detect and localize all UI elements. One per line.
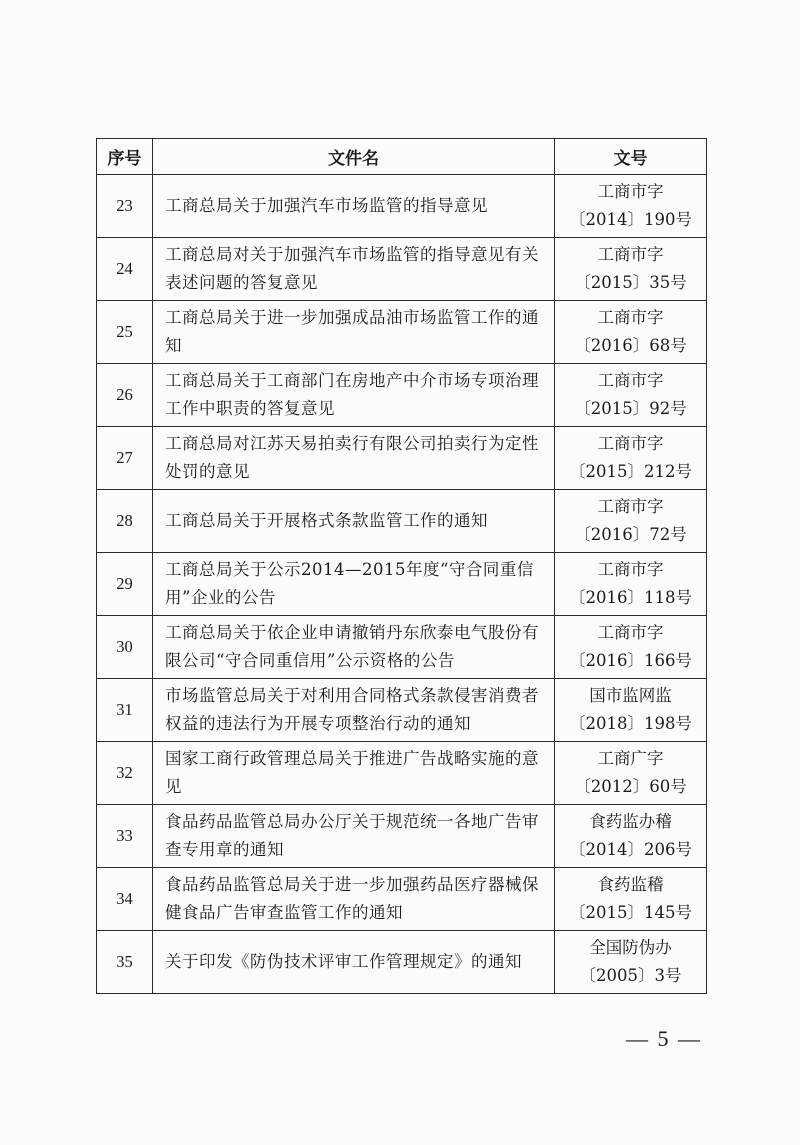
row-num-line2: 〔2014〕206号 <box>569 840 692 859</box>
table-row <box>97 679 707 742</box>
row-num <box>555 364 707 427</box>
row-seq: 26 <box>97 364 153 427</box>
row-num <box>555 868 707 931</box>
row-name: 食品药品监管总局关于进一步加强药品医疗器械保健食品广告审查监管工作的通知 <box>153 868 555 931</box>
row-num-line1: 工商市字 <box>597 497 664 516</box>
row-name: 工商总局对关于加强汽车市场监管的指导意见有关表述问题的答复意见 <box>153 238 555 301</box>
row-name: 市场监管总局关于对利用合同格式条款侵害消费者权益的违法行为开展专项整治行动的通知 <box>153 679 555 742</box>
row-name: 工商总局关于加强汽车市场监管的指导意见 <box>153 175 555 238</box>
row-name: 工商总局关于开展格式条款监管工作的通知 <box>153 490 555 553</box>
row-num-line2: 〔2016〕72号 <box>574 525 687 544</box>
table-row <box>97 553 707 616</box>
row-num-line2: 〔2005〕3号 <box>579 966 682 985</box>
row-num <box>555 805 707 868</box>
row-num-line1: 全国防伪办 <box>589 938 672 957</box>
row-num <box>555 238 707 301</box>
row-num <box>555 931 707 994</box>
row-num-line1: 食药监办稽 <box>589 812 672 831</box>
row-num-line1: 工商市字 <box>597 623 664 642</box>
row-seq: 29 <box>97 553 153 616</box>
row-name: 工商总局关于依企业申请撤销丹东欣泰电气股份有限公司“守合同重信用”公示资格的公告 <box>153 616 555 679</box>
header-num: 文号 <box>555 139 707 175</box>
row-seq: 24 <box>97 238 153 301</box>
table-row <box>97 175 707 238</box>
row-name: 国家工商行政管理总局关于推进广告战略实施的意见 <box>153 742 555 805</box>
row-name: 关于印发《防伪技术评审工作管理规定》的通知 <box>153 931 555 994</box>
row-name: 工商总局关于公示2014—2015年度“守合同重信用”企业的公告 <box>153 553 555 616</box>
row-num <box>555 301 707 364</box>
table-row <box>97 868 707 931</box>
row-num-line1: 工商广字 <box>597 749 664 768</box>
document-table <box>96 138 707 994</box>
row-num-line1: 工商市字 <box>597 182 664 201</box>
row-seq: 34 <box>97 868 153 931</box>
row-num <box>555 679 707 742</box>
row-num <box>555 175 707 238</box>
row-num-line1: 工商市字 <box>597 245 664 264</box>
row-num-line1: 工商市字 <box>597 434 664 453</box>
row-seq: 30 <box>97 616 153 679</box>
row-seq: 27 <box>97 427 153 490</box>
row-num-line1: 国市监网监 <box>589 686 672 705</box>
table-row <box>97 931 707 994</box>
table-row <box>97 805 707 868</box>
header-seq: 序号 <box>97 139 153 175</box>
row-num <box>555 427 707 490</box>
row-num <box>555 616 707 679</box>
table-row <box>97 238 707 301</box>
row-num-line2: 〔2015〕92号 <box>574 399 687 418</box>
table-header-row <box>97 139 707 175</box>
table-row <box>97 301 707 364</box>
row-num-line2: 〔2012〕60号 <box>574 777 687 796</box>
row-seq: 33 <box>97 805 153 868</box>
header-name: 文件名 <box>153 139 555 175</box>
row-num-line2: 〔2014〕190号 <box>569 210 692 229</box>
row-seq: 35 <box>97 931 153 994</box>
row-num-line2: 〔2018〕198号 <box>569 714 692 733</box>
row-num-line2: 〔2016〕68号 <box>574 336 687 355</box>
row-num-line2: 〔2015〕145号 <box>569 903 692 922</box>
row-num <box>555 742 707 805</box>
row-name: 工商总局对江苏天易拍卖行有限公司拍卖行为定性处罚的意见 <box>153 427 555 490</box>
row-num-line1: 工商市字 <box>597 371 664 390</box>
row-num <box>555 490 707 553</box>
row-seq: 28 <box>97 490 153 553</box>
row-seq: 25 <box>97 301 153 364</box>
table-row <box>97 364 707 427</box>
page-number: — 5 — <box>626 1026 702 1051</box>
row-seq: 31 <box>97 679 153 742</box>
row-num <box>555 553 707 616</box>
row-name: 工商总局关于工商部门在房地产中介市场专项治理工作中职责的答复意见 <box>153 364 555 427</box>
row-name: 工商总局关于进一步加强成品油市场监管工作的通知 <box>153 301 555 364</box>
row-seq: 32 <box>97 742 153 805</box>
table-row <box>97 742 707 805</box>
row-num-line1: 工商市字 <box>597 308 664 327</box>
row-seq: 23 <box>97 175 153 238</box>
row-num-line2: 〔2016〕166号 <box>569 651 692 670</box>
row-num-line2: 〔2015〕212号 <box>569 462 692 481</box>
row-name: 食品药品监管总局办公厅关于规范统一各地广告审查专用章的通知 <box>153 805 555 868</box>
row-num-line1: 食药监稽 <box>597 875 664 894</box>
row-num-line2: 〔2016〕118号 <box>569 588 692 607</box>
row-num-line1: 工商市字 <box>597 560 664 579</box>
table-row <box>97 490 707 553</box>
table-row <box>97 427 707 490</box>
row-num-line2: 〔2015〕35号 <box>574 273 687 292</box>
table-row <box>97 616 707 679</box>
